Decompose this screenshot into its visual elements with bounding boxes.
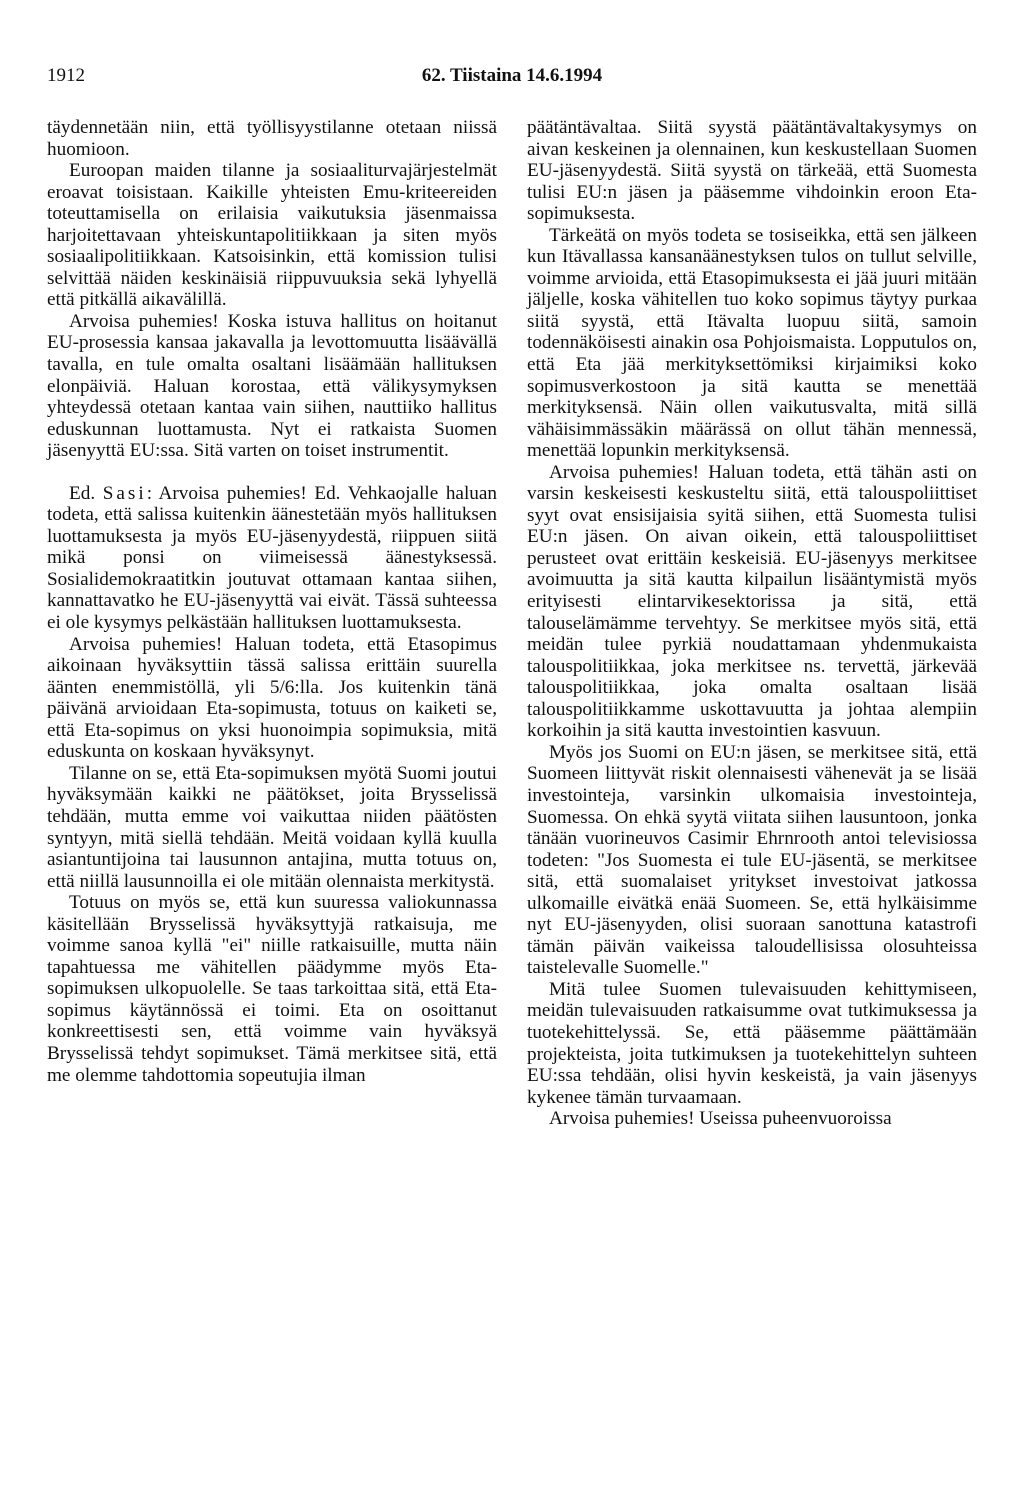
speaker-name: Sasi — [102, 482, 147, 504]
paragraph: päätäntävaltaa. Siitä syystä päätäntävaltakysymys on aivan keskeinen ja olennainen, kun keskustellaan Suomen EU-jäsenyydestä. Siitä syystä on tärkeää, että Suomesta tulisi EU:n jäsen ja pääsemme vihdoinkin eroon Eta-sopimuksesta. — [527, 117, 977, 225]
paragraph: Arvoisa puhemies! Koska istuva hallitus on hoitanut EU-prosessia kansaa jakavalla ja levottomuutta lisäävällä tavalla, en tule omalta osaltani lisäämään hallituksen elonpäiviä. Haluan korostaa, että välikysymyksen yhteydessä otetaan kantaa vain siihen, nauttiiko hallitus eduskunnan luottamusta. Nyt ei ratkaista Suomen jäsenyyttä EU:ssa. Sitä varten on toiset instrumentit. — [47, 310, 497, 462]
running-head: 62. Tiistaina 14.6.1994 — [421, 65, 603, 86]
paragraph: Myös jos Suomi on EU:n jäsen, se merkitsee sitä, että Suomeen liittyvät riskit olennaisesti vähenevät ja se lisää investointeja, varsinkin ulkomaisia investointeja, Suomessa. On ehkä syytä viitata siihen lausuntoon, jonka tänään vuorineuvos Casimir Ehrnrooth antoi televisiossa todeten: "Jos Suomesta ei tule EU-jäsentä, se merkitsee sitä, että suomalaiset yritykset investoivat jatkossa ulkomaille eivätkä enää Suomeen. Se, että hylkäisimme nyt EU-jäsenyyden, olisi suoraan sanottuna katastrofi tämän päivän vaikeissa taloudellisissa olosuhteissa taistelevalle Suomelle." — [527, 741, 977, 979]
paragraph: Mitä tulee Suomen tulevaisuuden kehittymiseen, meidän tulevaisuuden ratkaisumme ovat tutkimuksessa ja tuotekehittelyssä. Se, että pääsemme päättämään projekteista, joita tutkimuksen ja tuotekehittelyn suhteen EU:ssa tehdään, olisi hyvin keskeistä, ja vain jäsenyys kykenee tämän turvaamaan. — [527, 978, 977, 1108]
paragraph: Arvoisa puhemies! Haluan todeta, että tähän asti on varsin keskeisesti keskusteltu siitä, että talouspoliittiset syyt ovat ensisijaisia syitä siihen, että Suomesta tulisi EU:n jäsen. On aivan oikein, että talouspoliittiset perusteet ovat erittäin keskeisiä. EU-jäsenyys merkitsee avoimuutta ja sitä kautta kilpailun lisääntymistä myös erityisesti elintarvikesektorissa ja sitä, että talouselämämme tervehtyy. Se merkitsee myös sitä, että meidän tulee pyrkiä noudattamaan yhdenmukaista talouspolitiikkaa, joka merkitsee ns. tervettä, järkevää talouspolitiikkaa, joka omalta osaltaan lisää talouspolitiikkamme uskottavuutta ja johtaa alempiin korkoihin ja sitä kautta investointien kasvuun. — [527, 461, 977, 742]
speech-paragraph — [47, 483, 497, 634]
paragraph: Totuus on myös se, että kun suuressa valiokunnassa käsitellään Brysselissä hyväksyttyjä ratkaisuja, me voimme sanoa kyllä "ei" niille ratkaisuille, mutta näin tapahtuessa me vähitellen päädymme myös Eta-sopimuksen ulkopuolelle. Se taas tarkoittaa sitä, että Eta-sopimus käytännössä ei toimi. Eta on osoittanut konkreettisesti sen, että voimme vain hyväksyä Brysselissä tehdyt sopimukset. Tämä merkitsee sitä, että me olemme tahdottomia sopeutujia ilman — [47, 892, 497, 1086]
paragraph: täydennetään niin, että työllisyystilanne otetaan niissä huomioon. — [47, 117, 497, 160]
paragraph: Tärkeätä on myös todeta se tosiseikka, että sen jälkeen kun Itävallassa kansanäänestyksen tulos on tullut selville, voimme arvioida, että Etasopimuksesta ei jää juuri mitään jäljelle, koska vähitellen tuo koko sopimus täytyy purkaa siitä syystä, että Itävalta luopuu siitä, samoin todennäköisesti ainakin osa Pohjoismaista. Lopputulos on, että Eta jää merkityksettömiksi kirjaimiksi koko sopimusverkostoon ja sitä kautta se menettää merkityksensä. Näin ollen vaikutusvalta, mitä sillä vähäisimmässäkin määrässä on ollut tähän mennessä, menettää lopunkin merkityksensä. — [527, 224, 977, 462]
paragraph: Tilanne on se, että Eta-sopimuksen myötä Suomi joutui hyväksymään kaikki ne päätökset, joita Brysselissä tehdään, mutta emme voi vaikuttaa niiden päätösten syntyyn, mitä siellä tehdään. Meitä voidaan kyllä kuulla asiantuntijoina tai lausunnon antajina, mutta totuus on, että niillä lausunnoilla ei ole mitään olennaista merkitystä. — [47, 762, 497, 892]
right-column — [527, 117, 977, 1130]
paragraph: Arvoisa puhemies! Useissa puheenvuoroissa — [549, 1108, 892, 1130]
page-header — [47, 64, 977, 88]
left-column — [47, 117, 497, 1086]
paragraph: Arvoisa puhemies! Haluan todeta, että Etasopimus aikoinaan hyväksyttiin tässä salissa erittäin suurella äänten enemmistöllä, yli 5/6:lla. Jos kuitenkin tänä päivänä arvioidaan Eta-sopimusta, totuus on kaiketi se, että Eta-sopimus on yksi huonoimpia sopimuksia, mitä eduskunta on koskaan hyväksynyt. — [47, 633, 497, 763]
speaker-prefix: Ed. — [69, 482, 103, 504]
speech-text: : Arvoisa puhemies! Ed. Vehkaojalle haluan todeta, että salissa kuitenkin äänestetään myös hallituksen luottamuksesta ja myös EU-jäsenyydestä, riippuen siitä mikä ponsi on viimeisessä äänestyksessä. Sosialidemokraatitkin joutuvat ottamaan kantaa siihen, kannattavatko he EU-jäsenyyttä vai eivät. Tässä suhteessa ei ole kysymys pelkästään hallituksen luottamuksesta. — [47, 482, 497, 634]
paragraph: Euroopan maiden tilanne ja sosiaaliturvajärjestelmät eroavat toisistaan. Kaikille yhteisten Emu-kriteereiden toteuttamisella on erilaisia vaikutuksia jäsenmaissa harjoitettavaan yhteiskuntapolitiikkaan ja siten myös sosiaalipolitiikkaan. Katsoisinkin, että komission tulisi selvittää näiden keskinäisiä riippuvuuksia sekä lyhyellä että pitkällä aikavälillä. — [47, 160, 497, 311]
page-number: 1912 — [47, 65, 85, 86]
